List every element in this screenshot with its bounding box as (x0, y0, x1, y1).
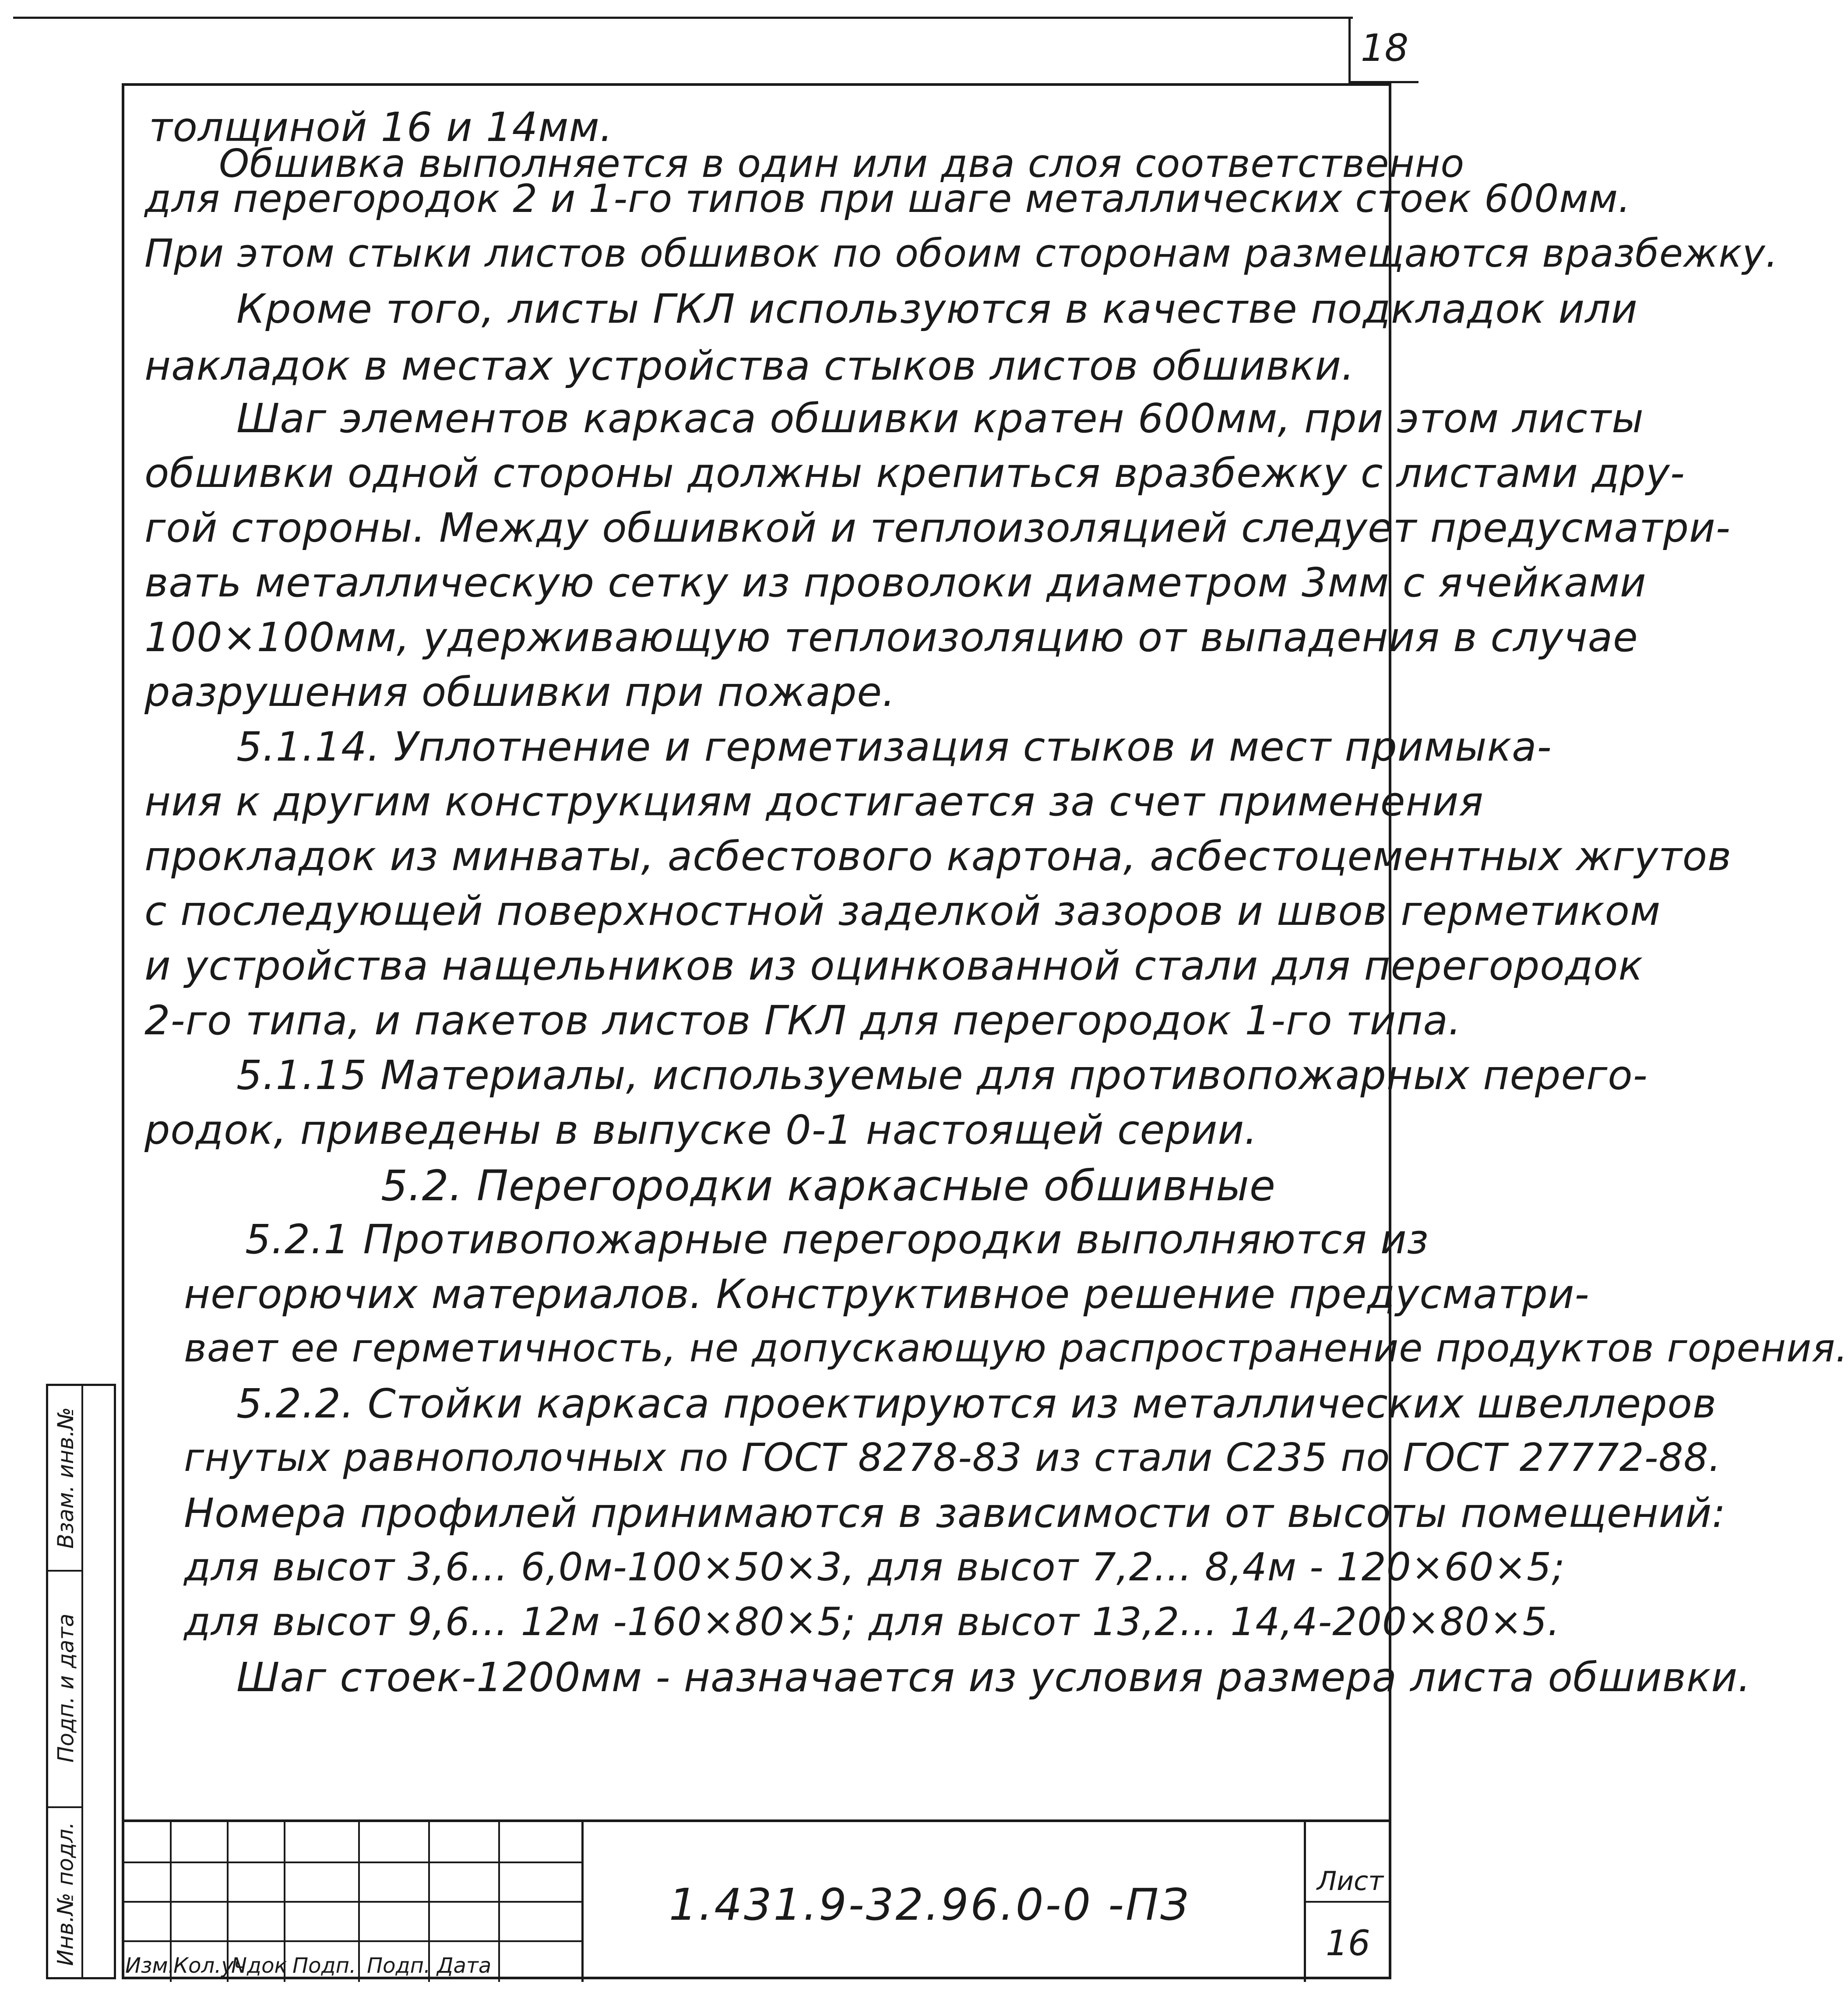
text-line: 5.2.1 Противопожарные перегородки выполняются из (245, 1216, 1429, 1263)
text-line: прокладок из минваты, асбестового картона, асбестоцементных жгутов (144, 833, 1732, 880)
grid-line (122, 1901, 581, 1903)
text-line: 100×100мм, удерживающую теплоизоляцию от выпадения в случае (144, 614, 1638, 661)
text-line: вает ее герметичность, не допускающую распространение продуктов горения. (184, 1326, 1848, 1371)
header-date: Дата (437, 1953, 492, 1978)
text-line: для перегородок 2 и 1-го типов при шаге металлических стоек 600мм. (144, 176, 1631, 221)
grid-line (122, 1940, 581, 1942)
title-block (122, 1819, 1391, 1979)
text-line: 2-го типа, и пакетов листов ГКЛ для перегородок 1-го типа. (144, 997, 1462, 1044)
grid-line (358, 1822, 360, 1982)
text-line: При этом стыки листов обшивок по обоим сторонам размещаются вразбежку. (144, 231, 1778, 276)
text-line: гнутых равнополочных по ГОСТ 8278-83 из стали С235 по ГОСТ 27772-88. (184, 1435, 1721, 1480)
text-line: 5.2.2. Стойки каркаса проектируются из металлических швеллеров (236, 1380, 1717, 1427)
text-line: гой стороны. Между обшивкой и теплоизоляцией следует предусматри- (144, 504, 1731, 551)
text-line: родок, приведены в выпуске 0-1 настоящей серии. (144, 1107, 1258, 1153)
text-line: 5.1.15 Материалы, используемые для противопожарных перего- (236, 1052, 1648, 1099)
header-izm: Изм. (125, 1953, 175, 1978)
text-line: негорючих материалов. Конструктивное решение предусматри- (184, 1271, 1590, 1318)
text-line: и устройства нащельников из оцинкованной стали для перегородок (144, 942, 1644, 989)
text-line: Обшивка выполняется в один или два слоя соответственно (219, 141, 1465, 186)
document-code: 1.431.9-32.96.0-0 -ПЗ (669, 1879, 1190, 1930)
top-rule (13, 17, 1353, 19)
text-line: обшивки одной стороны должны крепиться вразбежку с листами дру- (144, 450, 1685, 497)
page-number: 18 (1348, 18, 1419, 83)
text-line: Шаг стоек-1200мм - назначается из условия размера листа обшивки. (236, 1654, 1751, 1701)
grid-line (498, 1822, 500, 1982)
text-line: 5.1.14. Уплотнение и герметизация стыков и мест примыка- (236, 723, 1552, 770)
text-line: Кроме того, листы ГКЛ используются в качестве подкладок или (236, 286, 1638, 332)
text-line: для высот 3,6... 6,0м-100×50×3, для высот 7,2... 8,4м - 120×60×5; (184, 1544, 1565, 1590)
text-line: ния к другим конструкциям достигается за счет применения (144, 778, 1484, 825)
grid-line (122, 1862, 581, 1863)
sheet-label: Лист (1317, 1866, 1384, 1897)
header-podp: Подп. (292, 1953, 356, 1978)
text-line: накладок в местах устройства стыков листов обшивки. (144, 342, 1355, 389)
text-line: вать металлическую сетку из проволоки диаметром 3мм с ячейками (144, 559, 1647, 606)
sheet-number: 16 (1326, 1923, 1370, 1964)
side-label-sign: Подп. и дата (53, 1613, 79, 1763)
text-line: для высот 9,6... 12м -160×80×5; для высот 13,2... 14,4-200×80×5. (184, 1599, 1560, 1644)
side-stamp (46, 1384, 116, 1979)
side-label-replace: Взам. инв.№ (53, 1407, 78, 1549)
side-cell-divider (48, 1570, 83, 1572)
text-line: толщиной 16 и 14мм. (149, 104, 613, 151)
grid-line (1304, 1901, 1391, 1903)
side-cell-divider (48, 1806, 83, 1808)
header-ndok: Nдок (231, 1953, 287, 1978)
grid-line (581, 1822, 584, 1982)
text-line: Шаг элементов каркаса обшивки кратен 600мм, при этом листы (236, 395, 1644, 442)
text-line: Номера профилей принимаются в зависимости от высоты помещений: (184, 1490, 1726, 1537)
text-line: с последующей поверхностной заделкой зазоров и швов герметиком (144, 888, 1661, 934)
section-heading: 5.2. Перегородки каркасные обшивные (381, 1161, 1276, 1210)
text-line: разрушения обшивки при пожаре. (144, 669, 896, 716)
header-kol: Кол.уч (173, 1953, 246, 1978)
side-label-inv: Инв.№ подл. (53, 1822, 78, 1966)
header-podp2: Подп. (367, 1953, 431, 1978)
